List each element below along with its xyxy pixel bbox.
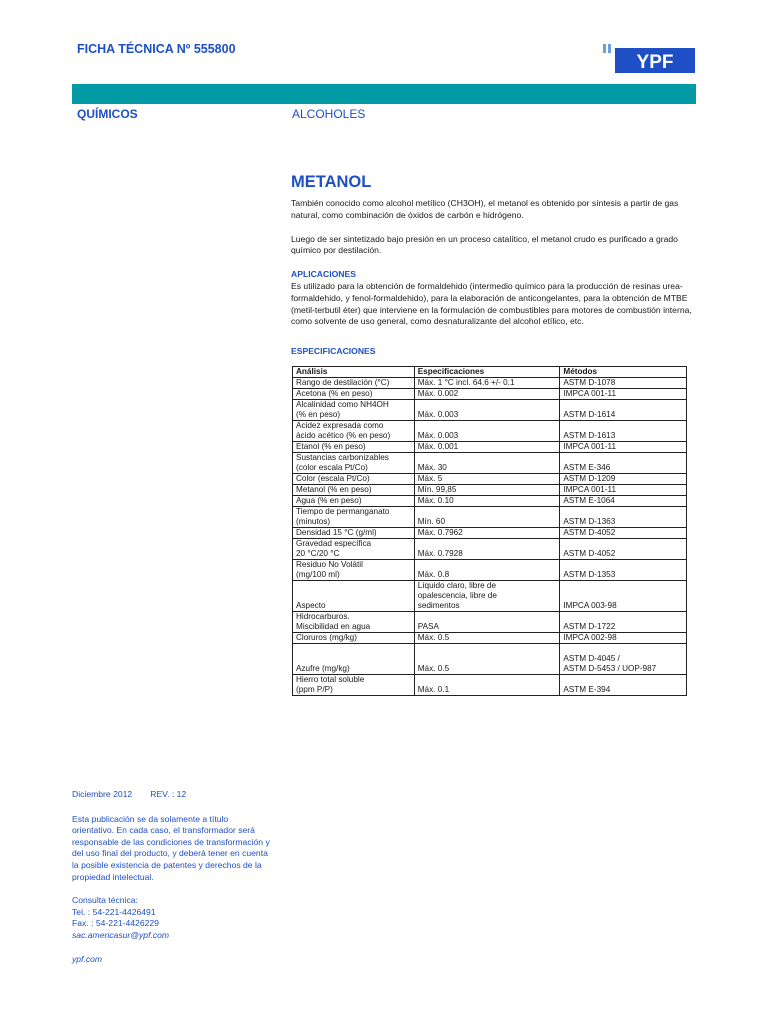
table-row (293, 400, 687, 421)
method-cell: ASTM D-1209 (560, 474, 687, 485)
table-row (293, 496, 687, 507)
revision-number: REV. : 12 (150, 789, 187, 799)
analysis-cell: Alcalinidad como NH4OH (% en peso) (293, 400, 415, 421)
specification-cell: PASA (414, 612, 560, 633)
analysis-cell: Residuo No Volátil (mg/100 ml) (293, 560, 415, 581)
table-row (293, 581, 687, 612)
specification-cell: Máx. 0.001 (414, 442, 560, 453)
column-header-specification: Especificaciones (414, 367, 560, 378)
analysis-cell: Gravedad específica 20 °C/20 °C (293, 539, 415, 560)
subcategory-label: ALCOHOLES (292, 107, 366, 121)
column-header-analysis: Análisis (293, 367, 415, 378)
publication-date: Diciembre 2012 (72, 789, 133, 799)
column-header-method: Métodos (560, 367, 687, 378)
analysis-cell: Hierro total soluble (ppm P/P) (293, 675, 415, 696)
footer-date-row (72, 789, 272, 801)
table-row (293, 485, 687, 496)
logo-text: YPF (636, 52, 674, 73)
table-row (293, 453, 687, 474)
table-row (293, 389, 687, 400)
analysis-cell: Agua (% en peso) (293, 496, 415, 507)
table-header-row (293, 367, 687, 378)
table-row (293, 633, 687, 644)
method-cell: ASTM D-1722 (560, 612, 687, 633)
specifications-heading: ESPECIFICACIONES (291, 346, 376, 357)
method-cell: ASTM D-1363 (560, 507, 687, 528)
table-body (293, 378, 687, 696)
analysis-cell: Azufre (mg/kg) (293, 644, 415, 675)
specification-cell: Líquido claro, libre de opalescencia, libre de sedimentos (414, 581, 560, 612)
table-row (293, 612, 687, 633)
specification-cell: Mín. 60 (414, 507, 560, 528)
applications-text: Es utilizado para la obtención de formaldehido (intermedio químico para la producción de resinas urea-formaldehido, y fenol-formaldehido), para la elaboración de anticongelantes, para la obtención de MTBE (metil-terbutil éter) que interviene en la formulación de combustibles para motores de combustión interna, como solvente de uso general, como desnaturalizante del alcohol etílico, etc. (291, 280, 692, 327)
table-row (293, 421, 687, 442)
specification-cell: Máx. 1 °C incl. 64.6 +/- 0.1 (414, 378, 560, 389)
specification-cell: Máx. 0.002 (414, 389, 560, 400)
ypf-logo (603, 43, 695, 74)
method-cell: IMPCA 001-11 (560, 442, 687, 453)
table-row (293, 528, 687, 539)
method-cell: ASTM D-1078 (560, 378, 687, 389)
analysis-cell: Cloruros (mg/kg) (293, 633, 415, 644)
document-title: FICHA TÉCNICA Nº 555800 (77, 42, 236, 56)
intro-paragraph: También conocido como alcohol metílico (CH3OH), el metanol es obtenido por síntesis a partir de gas natural, como combinación de óxidos de carbón e hidrógeno. (291, 198, 679, 220)
specification-cell: Máx. 0.5 (414, 644, 560, 675)
applications-heading: APLICACIONES (291, 269, 356, 280)
method-cell: IMPCA 001-11 (560, 389, 687, 400)
header-band (72, 84, 696, 104)
analysis-cell: Metanol (% en peso) (293, 485, 415, 496)
contact-heading: Consulta técnica: (72, 895, 138, 906)
contact-phone: Tel. : 54-221-4426491 (72, 906, 156, 917)
analysis-cell: Color (escala Pt/Co) (293, 474, 415, 485)
specification-cell: Máx. 0.7962 (414, 528, 560, 539)
method-cell: ASTM D-1614 (560, 400, 687, 421)
method-cell: ASTM D-4045 / ASTM D-5453 / UOP-987 (560, 644, 687, 675)
main-content (291, 172, 696, 358)
product-title: METANOL (291, 173, 372, 191)
method-cell: IMPCA 003-98 (560, 581, 687, 612)
method-cell: IMPCA 001-11 (560, 485, 687, 496)
method-cell: ASTM E-394 (560, 675, 687, 696)
specification-cell: Máx. 0.1 (414, 675, 560, 696)
table-row (293, 560, 687, 581)
table-row (293, 539, 687, 560)
analysis-cell: Hidrocarburos. Miscibilidad en agua (293, 612, 415, 633)
disclaimer-text: Esta publicación se da solamente a título orientativo. En cada caso, el transformador será responsable de las condiciones de transformación y del uso final del producto, y deberá tener en cuenta la posible existencia de patentes y derechos de la propiedad intelectual. (72, 813, 270, 882)
specification-cell: Máx. 5 (414, 474, 560, 485)
analysis-cell: Etanol (% en peso) (293, 442, 415, 453)
process-paragraph: Luego de ser sintetizado bajo presión en un proceso catalítico, el metanol crudo es purificado a grado químico por destilación. (291, 233, 678, 256)
specification-cell: Máx. 0.8 (414, 560, 560, 581)
specification-cell: Máx. 0.003 (414, 421, 560, 442)
method-cell: ASTM D-1613 (560, 421, 687, 442)
method-cell: ASTM E-346 (560, 453, 687, 474)
table-row (293, 507, 687, 528)
table-row (293, 675, 687, 696)
analysis-cell: Rango de destilación (°C) (293, 378, 415, 389)
method-cell: ASTM D-4052 (560, 539, 687, 560)
analysis-cell: Tiempo de permanganato (minutos) (293, 507, 415, 528)
analysis-cell: Densidad 15 °C (g/ml) (293, 528, 415, 539)
table-row (293, 644, 687, 675)
specification-cell: Máx. 0.7928 (414, 539, 560, 560)
specification-cell: Máx. 0.003 (414, 400, 560, 421)
table-row (293, 378, 687, 389)
analysis-cell: Sustancias carbonizables (color escala Pt/Co) (293, 453, 415, 474)
website-link[interactable]: ypf.com (72, 953, 103, 964)
specification-cell: Máx. 0.10 (414, 496, 560, 507)
analysis-cell: Acidez expresada como ácido acético (% en peso) (293, 421, 415, 442)
contact-fax: Fax. : 54-221-4426229 (72, 918, 159, 929)
method-cell: ASTM D-1353 (560, 560, 687, 581)
specifications-table (292, 366, 687, 696)
specification-cell: Mín. 99,85 (414, 485, 560, 496)
footer (72, 789, 272, 965)
analysis-cell: Aspecto (293, 581, 415, 612)
contact-email-link[interactable]: sac.americasur@ypf.com (72, 929, 170, 940)
method-cell: ASTM D-4052 (560, 528, 687, 539)
specification-cell: Máx. 30 (414, 453, 560, 474)
specification-cell: Máx. 0.5 (414, 633, 560, 644)
analysis-cell: Acetona (% en peso) (293, 389, 415, 400)
category-label: QUÍMICOS (77, 107, 138, 121)
method-cell: IMPCA 002-98 (560, 633, 687, 644)
table-row (293, 474, 687, 485)
method-cell: ASTM E-1064 (560, 496, 687, 507)
table-row (293, 442, 687, 453)
